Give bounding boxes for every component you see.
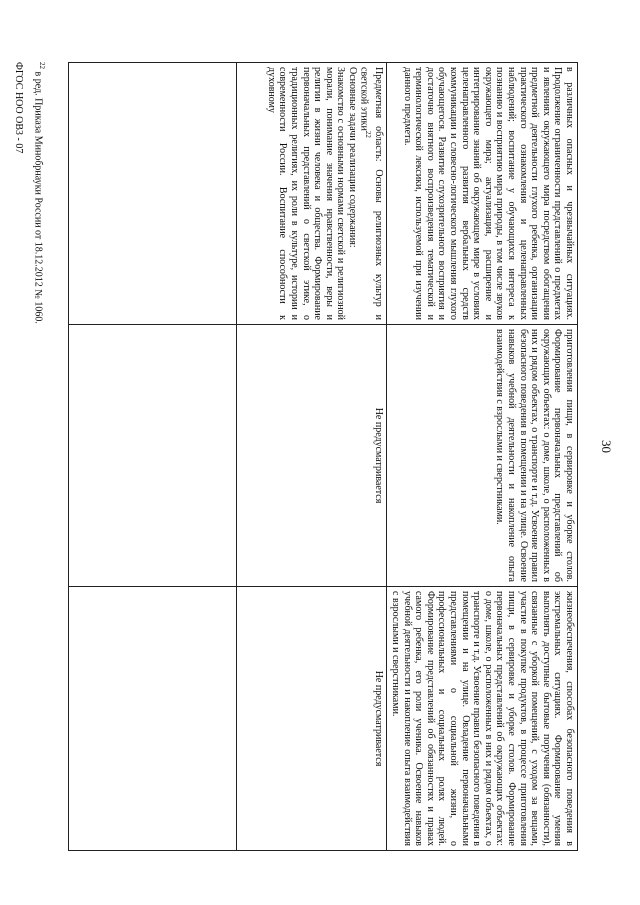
subject-area-heading: Предметная область: Основы религиозных культур и светской этики	[358, 67, 385, 320]
table-row	[387, 63, 578, 851]
table-cell	[237, 63, 387, 325]
table-cell: жизнеобеспечения, способах безопасного поведения в экстремальных ситуациях. Формирование умения выполнять доступные бытовые поручения (обязанности), связанные с уборкой помещений, с уходом за вещами, участие в покупке продуктов, в процессе приготовления пищи, в сервировке и уборке столов. Формирование первоначальных представлений об окружающих объектах: о доме, школе, о расположенных в них и рядом объектах, о транспорте и т.д. Усвоение правил безопасного поведения в помещении и на улице. Овладение первоначальными представлениями о социальной жизни, о профессиональных и социальных ролях людей. Формирование представлений об обязанностях и правах самого ребенка, его роли ученика. Освоение навыков учебной деятельности и накопление опыта взаимодействия с взрослыми и сверстниками.	[387, 587, 578, 851]
table-cell: Не предусматривается	[237, 325, 387, 587]
tasks-text: Знакомство с основными нормами светской и религиозной морали, понимание значения нравственности, веры и религии в жизни человека и общества. Формирование первоначальных представлений о светской этике, о традиционных религиях, их роли в культуре, истории и современности России. Воспитание способности к духовному	[265, 67, 347, 320]
table-cell	[69, 587, 238, 851]
footnote-text: в ред. Приказа Минобрнауки России от 18.12.2012 № 1060.	[32, 71, 44, 324]
page-number: 30	[599, 440, 614, 453]
table-cell: Не предусматривается	[237, 587, 387, 851]
document-code: ФГОС НОО ОВЗ - 07	[13, 62, 24, 154]
table-cell	[69, 63, 238, 325]
standards-table	[68, 62, 578, 851]
tasks-subheading: Основные задачи реализации содержания:	[346, 67, 358, 248]
footnote-ref: 22	[363, 130, 372, 138]
table-cell	[69, 325, 238, 587]
footnote	[33, 62, 46, 324]
table-cell: приготовления пищи, в сервировке и уборке столов. Формирование первоначальных представлений об окружающих объектах: о доме, школе, о расположенных в них и рядом объектах, о транспорте и т.д. Усвоение правил безопасного поведения в помещении и на улице. Освоение навыков учебной деятельности и накопление опыта взаимодействия с взрослыми и сверстниками.	[387, 325, 578, 587]
footnote-mark: 22	[38, 62, 46, 69]
table-row	[69, 63, 238, 851]
table-cell: в различных опасных и чрезвычайных ситуациях. Продолжение ограниченности представлений о предметах и явлениях окружающего мира посредством обогащения предметной деятельности глухого ребенка, организации практического ознакомления и целенаправленных наблюдений; воспитание у обучающихся интереса к познанию и восприятию мира природы, в том числе звуков окружающего мира; актуализация, расширение и интегрирование знаний об окружающем мире в условиях целенаправленного развития вербальных средств коммуникации и словесно-логического мышления глухого обучающегося. Развитие слухозрительного восприятия и достаточно внятного воспроизведения тематической и терминологической лексики, используемой при изучении данного предмета.	[387, 63, 578, 325]
table-row	[237, 63, 387, 851]
